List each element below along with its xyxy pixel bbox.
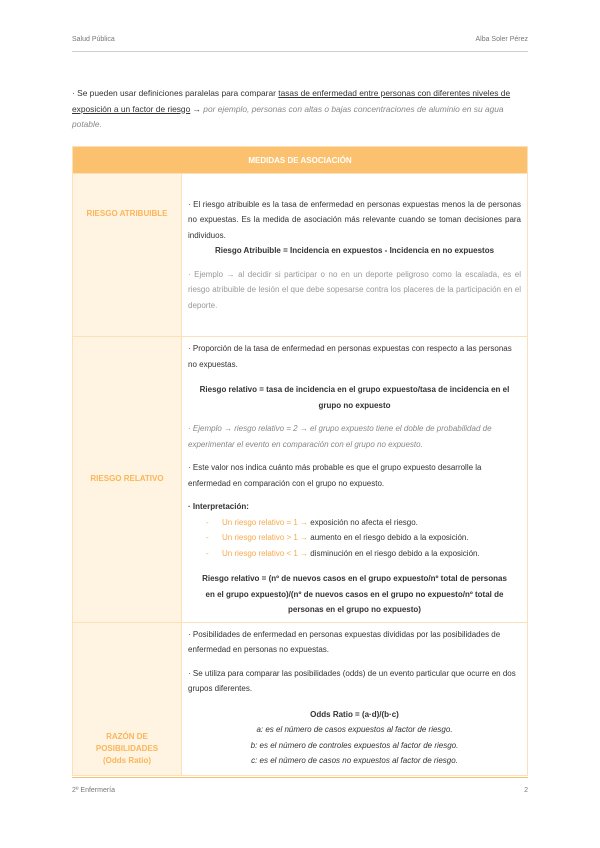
ra-formula: Riesgo Atribuible = Incidencia en expuestos - Incidencia en no expuestos — [214, 246, 495, 256]
list-item: - Un riesgo relativo > 1 → aumento en el riesgo debido a la exposición. — [206, 530, 521, 546]
odds-ratio-label-en: (Odds Ratio) — [103, 755, 151, 765]
or-var-a: a: es el número de casos expuestos al factor de riesgo. — [256, 725, 453, 734]
rr-example: · Ejemplo → riesgo relativo = 2 → el grupo expuesto tiene el doble de probabilidad de experimentar el evento en comparación con el grupo no expuesto. — [188, 424, 492, 449]
rr-formula: Riesgo relativo = tasa de incidencia en el grupo expuesto/tasa de incidencia en el grupo no expuesto — [199, 385, 510, 410]
row-attributable-risk — [73, 174, 528, 337]
header-divider — [72, 51, 528, 52]
label-odds-ratio — [73, 622, 182, 775]
intro-example: por ejemplo, personas con altas o bajas concentraciones de aluminio en su agua potable. — [72, 103, 504, 129]
label-relative-risk: RIESGO RELATIVO — [73, 337, 182, 623]
content-attributable-risk — [182, 174, 528, 337]
row-odds-ratio — [73, 622, 528, 775]
or-var-b: b: es el número de controles expuestos al factor de riesgo. — [250, 740, 459, 750]
odds-ratio-label: RAZÓN DE POSIBILIDADES — [95, 731, 159, 753]
content-odds-ratio — [182, 622, 528, 775]
rr-explanation: · Este valor nos indica cuánto más probable es que el grupo expuesto desarrolle la enfermedad en comparación con el grupo no expuesto. — [188, 463, 482, 488]
page-header — [72, 36, 528, 50]
intro-arrow: → — [190, 103, 204, 114]
or-usage: · Se utiliza para comparar las posibilidades (odds) de un evento particular que ocurre en dos grupos diferentes. — [188, 668, 516, 693]
rr-interpretation-list — [188, 515, 521, 562]
table-title: MEDIDAS DE ASOCIACIÓN — [73, 147, 528, 174]
rr-definition: · Proporción de la tasa de enfermedad en personas expuestas con respecto a las personas no expuestas. — [188, 344, 512, 369]
rr-formula-detailed: Riesgo relativo = (nº de nuevos casos en el grupo expuesto/nº total de personas en el grupo expuesto)/(nº de nuevos casos en el grupo no expuesto/nº total de personas en el grupo no expuesto) — [202, 574, 507, 614]
intro-paragraph — [72, 86, 528, 133]
list-item: - Un riesgo relativo < 1 → disminución en el riesgo debido a la exposición. — [206, 546, 521, 562]
or-var-c: c: es el número de casos no expuestos al factor de riesgo. — [251, 756, 458, 765]
intro-underlined: tasas de enfermedad entre personas con diferentes niveles de exposición a un factor de riesgo — [72, 88, 511, 114]
footer-course: 2º Enfermería — [72, 787, 116, 794]
header-author: Alba Soler Pérez — [475, 36, 528, 43]
footer-divider — [72, 777, 528, 778]
page-number: 2 — [524, 787, 528, 794]
header-subject: Salud Pública — [72, 36, 115, 43]
row-relative-risk — [73, 337, 528, 623]
rr-interpretation-title: · Interpretación: — [188, 502, 249, 511]
association-measures-table — [72, 146, 528, 776]
or-definition: · Posibilidades de enfermedad en personas expuestas divididas por las posibilidades de enfermedad en personas no expuestas. — [188, 629, 501, 654]
ra-definition: · El riesgo atribuible es la tasa de enfermedad en personas expuestas menos la de personas no expuestas. Es la medida de asociación más relevante cuando se toman decisiones para individuos. — [188, 199, 521, 240]
intro-prefix: · Se pueden usar definiciones paralelas para comparar — [72, 88, 279, 98]
list-item: - Un riesgo relativo = 1 → exposición no afecta el riesgo. — [206, 515, 521, 531]
content-relative-risk — [182, 337, 528, 623]
label-attributable-risk: RIESGO ATRIBUIBLE — [73, 174, 182, 337]
or-formula: Odds Ratio = (a·d)/(b·c) — [310, 709, 399, 719]
ra-example: · Ejemplo → al decidir si participar o no en un deporte peligroso como la escalada, es el riesgo atribuible de lesión el que debe sopesarse contra los placeres de la participación en el deporte. — [188, 269, 521, 310]
